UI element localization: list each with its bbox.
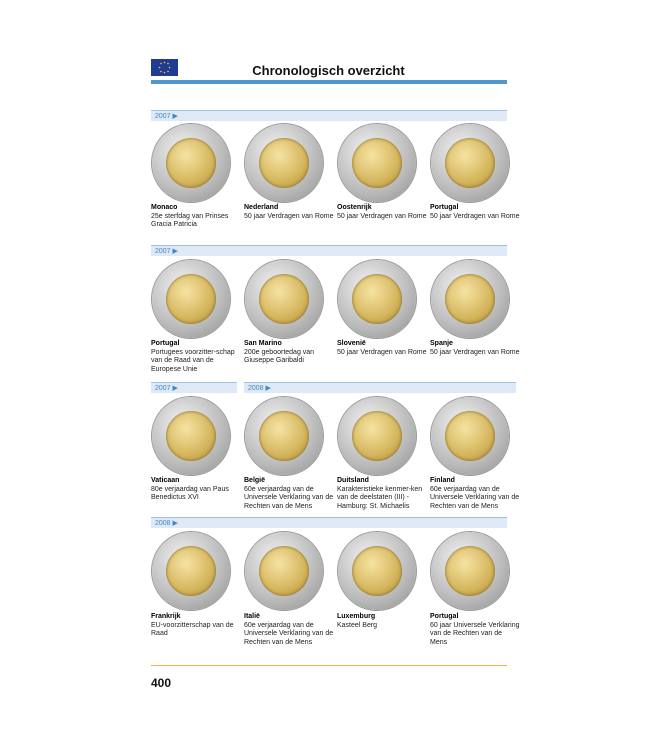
coin-country: Portugal [430,613,459,620]
coin-image [245,397,323,475]
coin-description: 50 jaar Verdragen van Rome [430,348,520,356]
coin-caption [244,613,334,647]
coin-description: EU-voorzitterschap van de Raad [151,621,234,637]
coin-description: Karakteristieke kenmer-ken van de deelstaten (III) - Hamburg: St. Michaelis [337,485,423,510]
coin-caption [430,477,520,511]
coin-caption [244,204,334,221]
coin-image [152,260,230,338]
coin-caption [430,613,520,647]
coin-description: Kasteel Berg [337,621,378,629]
coin-image [338,532,416,610]
coin-description: 50 jaar Verdragen van Rome [244,212,334,220]
coin-image [338,397,416,475]
coin-image [152,532,230,610]
coin-caption [337,613,427,630]
coin-center [166,546,216,596]
coin-center [259,411,309,461]
coin-description: 50 jaar Verdragen van Rome [337,212,427,220]
coin-center [352,274,402,324]
coin-center [166,138,216,188]
coin-image [245,260,323,338]
coin-country: Finland [430,477,455,484]
coin-caption [244,477,334,511]
coin-image [338,260,416,338]
coin-description: Portugees voorzitter-schap van de Raad van de Europese Unie [151,348,235,373]
coin-center [259,546,309,596]
coin-country: Frankrijk [151,613,181,620]
coin-country: Slovenië [337,340,366,347]
page-number: 400 [151,676,172,690]
coin-center [445,411,495,461]
coin-description: 60e verjaardag van de Universele Verklaring van de Rechten van de Mens [244,485,334,510]
coin-image [152,124,230,202]
coin-image [431,260,509,338]
coin-country: Luxemburg [337,613,376,620]
coin-country: Duitsland [337,477,369,484]
coin-country: Nederland [244,204,279,211]
coin-description: 50 jaar Verdragen van Rome [337,348,427,356]
coin-center [259,274,309,324]
year-bar: 2007 ▶ [151,382,237,393]
coin-country: Vaticaan [151,477,180,484]
coin-country: Spanje [430,340,453,347]
coin-country: België [244,477,266,484]
coin-caption [151,204,241,230]
coin-image [431,124,509,202]
year-bar: 2007 ▶ [151,245,507,256]
coin-center [166,274,216,324]
coin-center [445,274,495,324]
coin-caption [151,340,241,374]
coin-description: 80e verjaardag van Paus Benedictus XVI [151,485,229,501]
coin-image [338,124,416,202]
coin-center [445,546,495,596]
coin-image [431,532,509,610]
coin-description: 50 jaar Verdragen van Rome [430,212,520,220]
coin-image [431,397,509,475]
coin-image [152,397,230,475]
coin-description: 60e verjaardag van de Universele Verklaring van de Rechten van de Mens [244,621,334,646]
coin-center [166,411,216,461]
coin-description: 25e sterfdag van Prinses Gracia Patricia [151,212,229,228]
coin-caption [337,204,427,221]
coin-country: San Marino [244,340,282,347]
coin-caption [337,477,427,511]
coin-caption [337,340,427,357]
coin-center [352,546,402,596]
coin-country: Italië [244,613,260,620]
coin-caption [430,204,520,221]
title-divider [151,80,507,84]
coin-caption [151,477,241,503]
year-bar: 2008 ▶ [244,382,516,393]
coin-center [259,138,309,188]
coin-description: 60 jaar Universele Verklaring van de Rechten van de Mens [430,621,520,646]
footer-divider [151,665,507,666]
coin-country: Monaco [151,204,178,211]
coin-center [445,138,495,188]
coin-caption [151,613,241,639]
coin-description: 200e geboortedag van Giuseppe Garibaldi [244,348,315,364]
year-bar: 2008 ▶ [151,517,507,528]
coin-country: Portugal [151,340,180,347]
coin-image [245,124,323,202]
coin-image [245,532,323,610]
page-title: Chronologisch overzicht [252,63,405,78]
coin-center [352,138,402,188]
coin-caption [244,340,334,366]
coin-country: Portugal [430,204,459,211]
coin-country: Oostenrijk [337,204,372,211]
coin-description: 60e verjaardag van de Universele Verklaring van de Rechten van de Mens [430,485,520,510]
coin-caption [430,340,520,357]
coin-center [352,411,402,461]
year-bar: 2007 ▶ [151,110,507,121]
